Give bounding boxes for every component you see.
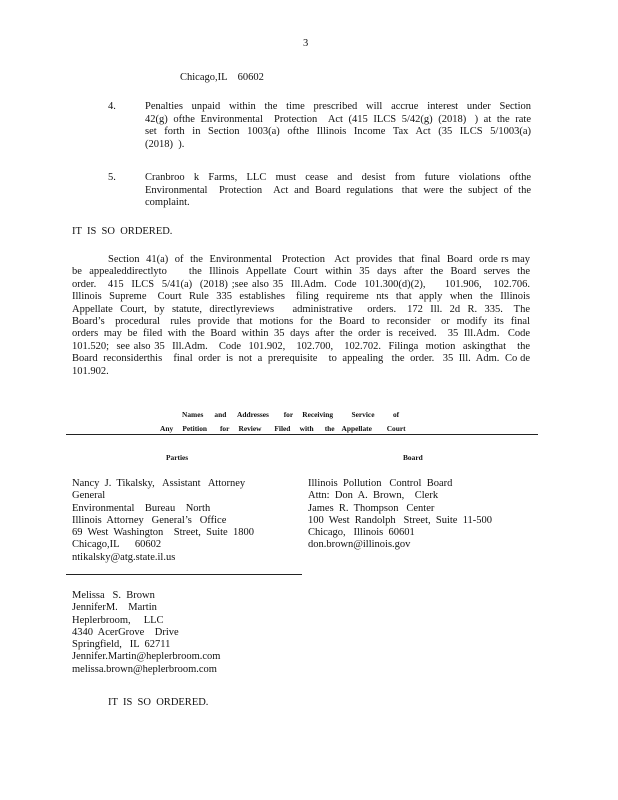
item-number-5: 5. — [108, 172, 116, 183]
paragraph-line: Section 41(a) of the Environmental Protection Act provides that final Board orde rs may — [108, 254, 530, 265]
item-4-line: set forth in Section 1003(a) ofthe Illinois Income Tax Act (35 ILCS 5/1003(a) — [145, 126, 531, 137]
item-number-4: 4. — [108, 101, 116, 112]
appeal-paragraph — [72, 254, 530, 378]
party-2-email[interactable]: Jennifer.Martin@heplerbroom.com — [72, 651, 221, 663]
party-1-line: 69 West Washington Street, Suite 1800 — [72, 527, 254, 539]
paragraph-line: 101.902. — [72, 365, 109, 377]
address-line: Chicago,IL 60602 — [180, 72, 264, 83]
paragraph-line: orders may be filed with the Board within 35 days after the order is received. 35 Ill.Adm. Code — [72, 328, 530, 340]
board-line: 100 West Randolph Street, Suite 11-500 — [308, 514, 493, 526]
party-2-address — [72, 590, 300, 676]
party-2-line: Springfield, IL 62711 — [72, 639, 171, 651]
item-5-line: Cranbroo k Farms, LLC must cease and desist from future violations ofthe — [145, 172, 531, 183]
so-ordered-2: IT IS SO ORDERED. — [108, 697, 209, 708]
item-text-4 — [145, 101, 531, 151]
item-4-line: Penalties unpaid within the time prescribed will accrue interest under Section — [145, 101, 531, 112]
paragraph-line: order. 415 ILCS 5/41(a) (2018) ;see also 35 Ill.Adm. Code 101.300(d)(2), 101.906, 102.706. — [72, 278, 530, 290]
item-text-5 — [145, 172, 531, 210]
paragraph-line: Board’s procedural rules provide that motions for the Board to reconsider or modify its final — [72, 316, 530, 328]
party-2-line: JenniferM. Martin — [72, 602, 157, 614]
party-1-line: Environmental Bureau North — [72, 502, 211, 514]
board-line: Attn: Don A. Brown, Clerk — [308, 490, 439, 502]
party-2-line: 4340 AcerGrove Drive — [72, 626, 179, 638]
item-5-line: Environmental Protection Act and Board regulations that were the subject of the — [145, 184, 531, 196]
table-title-line-2: Any Petition for Review Filed with the Appellate Court — [160, 424, 406, 433]
item-4-line: (2018) ). — [145, 138, 185, 150]
party-1-address — [72, 478, 300, 564]
party-1-line: Illinois Attorney General’s Office — [72, 514, 227, 526]
column-header-board: Board — [403, 453, 423, 462]
paragraph-line: be appealeddirectlyto the Illinois Appellate Court within 35 days after the Board serves the — [72, 266, 530, 278]
table-title-line-1: Names and Addresses for Receiving Service of — [182, 410, 400, 419]
party-1-email[interactable]: ntikalsky@atg.state.il.us — [72, 551, 176, 563]
party-1-line: Chicago,IL 60602 — [72, 539, 162, 551]
party-2-email[interactable]: melissa.brown@heplerbroom.com — [72, 663, 217, 675]
page-number: 3 — [303, 38, 309, 49]
board-email[interactable]: don.brown@illinois.gov — [308, 539, 411, 551]
column-header-parties: Parties — [166, 453, 189, 462]
item-5-line: complaint. — [145, 197, 190, 208]
so-ordered-1: IT IS SO ORDERED. — [72, 226, 173, 237]
paragraph-line: 101.520; see also 35 Ill.Adm. Code 101.902, 102.700, 102.702. Filinga motion askingthat the — [72, 340, 530, 352]
board-line: James R. Thompson Center — [308, 502, 435, 514]
party-2-line: Heplerbroom, LLC — [72, 614, 164, 626]
item-4-line: 42(g) ofthe Environmental Protection Act (415 ILCS 5/42(g) (2018) ) at the rate — [145, 113, 531, 125]
paragraph-line: Illinois Supreme Court Rule 335 establishes filing requireme nts that apply when the Illinois — [72, 291, 530, 303]
table-top-rule — [66, 434, 538, 435]
party-2-line: Melissa S. Brown — [72, 590, 155, 601]
board-line: Chicago, Illinois 60601 — [308, 527, 415, 539]
party-1-line: Nancy J. Tikalsky, Assistant Attorney — [72, 478, 246, 489]
paragraph-line: Board reconsiderthis final order is not a prerequisite to appealing the order. 35 Ill. Adm. Co de — [72, 353, 530, 365]
board-address — [308, 478, 536, 552]
board-line: Illinois Pollution Control Board — [308, 478, 453, 489]
party-1-line: General — [72, 490, 106, 502]
table-mid-rule — [66, 574, 302, 575]
paragraph-line: Appellate Court, by statute, directlyreviews administrative orders. 172 Ill. 2d R. 335. The — [72, 303, 530, 315]
